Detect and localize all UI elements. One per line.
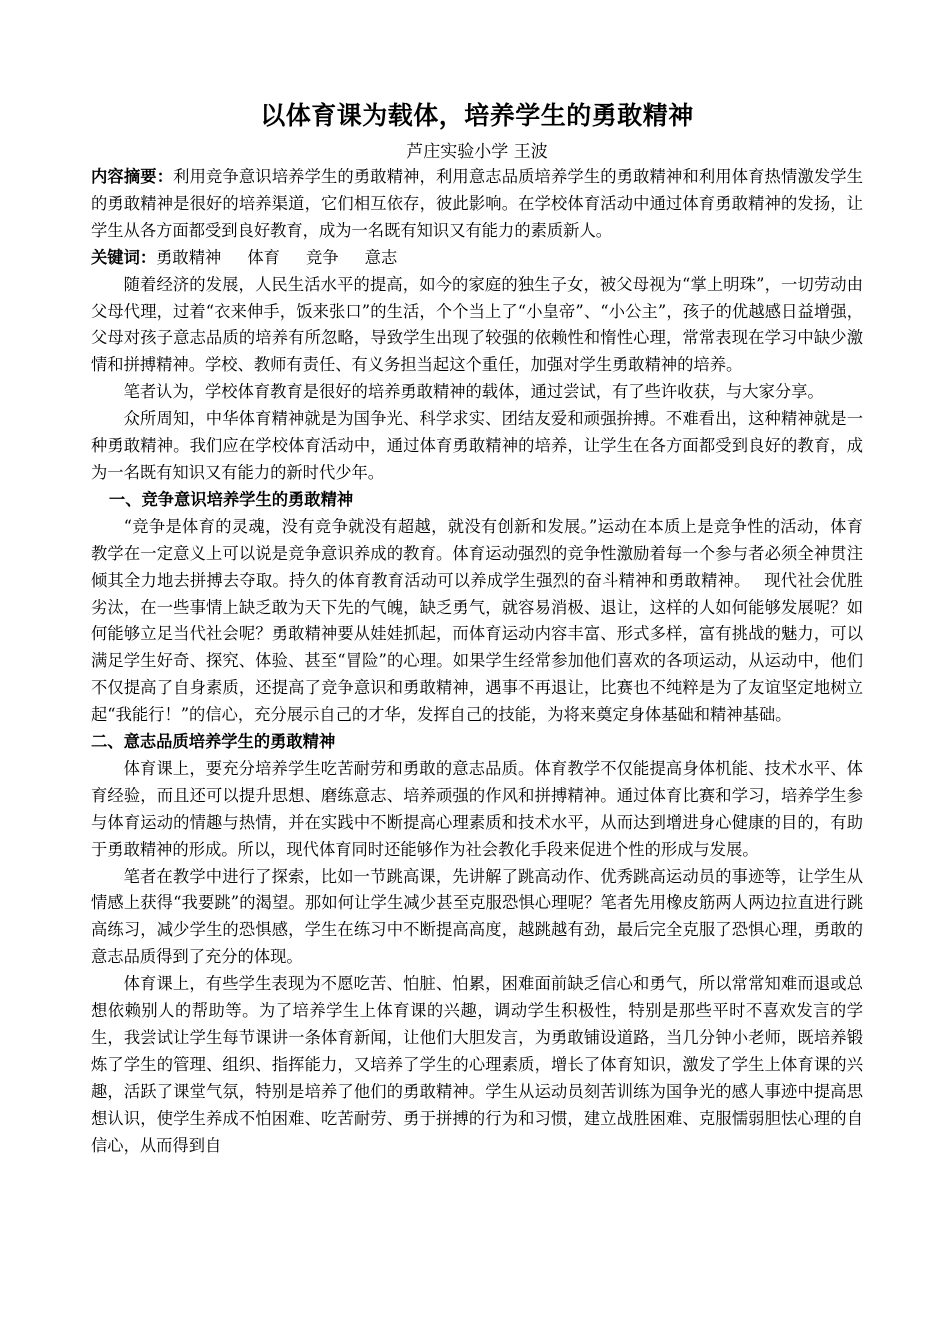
abstract-label: 内容摘要： xyxy=(91,167,174,186)
keywords-label: 关键词： xyxy=(91,247,157,267)
keyword: 勇敢精神 xyxy=(156,247,222,267)
keyword: 意志 xyxy=(364,247,398,267)
author-line: 芦庄实验小学 王波 xyxy=(406,142,548,162)
keyword: 竞争 xyxy=(306,247,339,267)
intro-paragraph: 笔者认为，学校体育教育是很好的培养勇敢精神的载体，通过尝试，有了些许收获，与大家分享。 xyxy=(123,382,824,402)
document-title: 以体育课为载体，培养学生的勇敢精神 xyxy=(260,101,694,130)
intro-paragraph: 众所周知，中华体育精神就是为国争光、科学求实、团结友爱和顽强拚搏。不难看出，这种精神就是一种勇敢精神。我们应在学校体育活动中，通过体育勇敢精神的培养，让学生在各方面都受到良好的教育，成为一名既有知识又有能力的新时代少年。 xyxy=(91,409,863,482)
section2-paragraph: 体育课上，有些学生表现为不愿吃苦、怕脏、怕累，困难面前缺乏信心和勇气，所以常常知难而退或总想依赖别人的帮助等。为了培养学生上体育课的兴趣，调动学生积极性，特别是那些平时不喜欢发言的学生，我尝试让学生每节课讲一条体育新闻，让他们大胆发言，为勇敢铺设道路，当几分钟小老师，既培养锻炼了学生的管理、组织、指挥能力，又培养了学生的心理素质，增长了体育知识，激发了学生上体育课的兴趣，活跃了课堂气氛，特别是培养了他们的勇敢精神。学生从运动员刻苦训练为国争光的感人事迹中提高思想认识，使学生养成不怕困难、吃苦耐劳、勇于拼搏的行为和习惯，建立战胜困难、克服懦弱胆怯心理的自信心，从而得到自 xyxy=(91,974,863,1155)
abstract xyxy=(91,164,863,245)
keyword: 体育 xyxy=(247,247,280,267)
abstract-text: 利用竞争意识培养学生的勇敢精神，利用意志品质培养学生的勇敢精神和利用体育热情激发学生的勇敢精神是很好的培养渠道，它们相互依存，彼此影响。在学校体育活动中通过体育勇敢精神的发扬，让学生从各方面都受到良好教育，成为一名既有知识又有能力的素质新人。 xyxy=(91,167,863,240)
intro-paragraph: 随着经济的发展，人民生活水平的提高，如今的家庭的独生子女，被父母视为“掌上明珠”，一切劳动由父母代理，过着“衣来伸手，饭来张口”的生活，个个当上了“小皇帝”、“小公主”，孩子的优越感日益增强，父母对孩子意志品质的培养有所忽略，导致学生出现了较强的依赖性和惰性心理，常常表现在学习中缺少激情和拼搏精神。学校、教师有责任、有义务担当起这个重任，加强对学生勇敢精神的培养。 xyxy=(91,274,863,375)
section2-paragraph: 体育课上，要充分培养学生吃苦耐劳和勇敢的意志品质。体育教学不仅能提高身体机能、技术水平、体育经验，而且还可以提升思想、磨练意志、培养顽强的作风和拼搏精神。通过体育比赛和学习，培养学生参与体育运动的情趣与热情，并在实践中不断提高心理素质和技术水平，从而达到增进身心健康的目的，有助于勇敢精神的形成。所以，现代体育同时还能够作为社会教化手段来促进个性的形成与发展。 xyxy=(91,758,863,859)
section-heading-1: 一、竞争意识培养学生的勇敢精神 xyxy=(108,489,354,509)
section2-paragraph: 笔者在教学中进行了探索，比如一节跳高课，先讲解了跳高动作、优秀跳高运动员的事迹等，让学生从情感上获得“我要跳”的渴望。那如何让学生减少甚至克服恐惧心理呢？笔者先用橡皮筋两人两边拉直进行跳高练习，减少学生的恐惧感，学生在练习中不断提高高度，越跳越有劲，最后完全克服了恐惧心理，勇敢的意志品质得到了充分的体现。 xyxy=(91,866,863,967)
keywords xyxy=(91,245,863,272)
section1-paragraph: “竞争是体育的灵魂，没有竞争就没有超越，就没有创新和发展。”运动在本质上是竞争性的活动，体育教学在一定意义上可以说是竞争意识养成的教育。体育运动强烈的竞争性激励着每一个参与者必须全神贯注倾其全力地去拼搏去夺取。持久的体育教育活动可以养成学生强烈的奋斗精神和勇敢精神。 现代社会优胜劣汰，在一些事情上缺乏敢为天下先的气魄，缺乏勇气，就容易消极、退让，这样的人如何能够发展呢？如何能够立足当代社会呢？勇敢精神要从娃娃抓起，而体育运动内容丰富、形式多样，富有挑战的魅力，可以满足学生好奇、探究、体验、甚至“冒险”的心理。如果学生经常参加他们喜欢的各项运动，从运动中，他们不仅提高了自身素质，还提高了竞争意识和勇敢精神，遇事不再退让，比赛也不纯粹是为了友谊坚定地树立起“我能行！”的信心，充分展示自己的才华，发挥自己的技能，为将来奠定身体基础和精神基础。 xyxy=(91,516,863,725)
document-page xyxy=(91,98,863,1160)
section-heading-2: 二、意志品质培养学生的勇敢精神 xyxy=(91,732,336,752)
